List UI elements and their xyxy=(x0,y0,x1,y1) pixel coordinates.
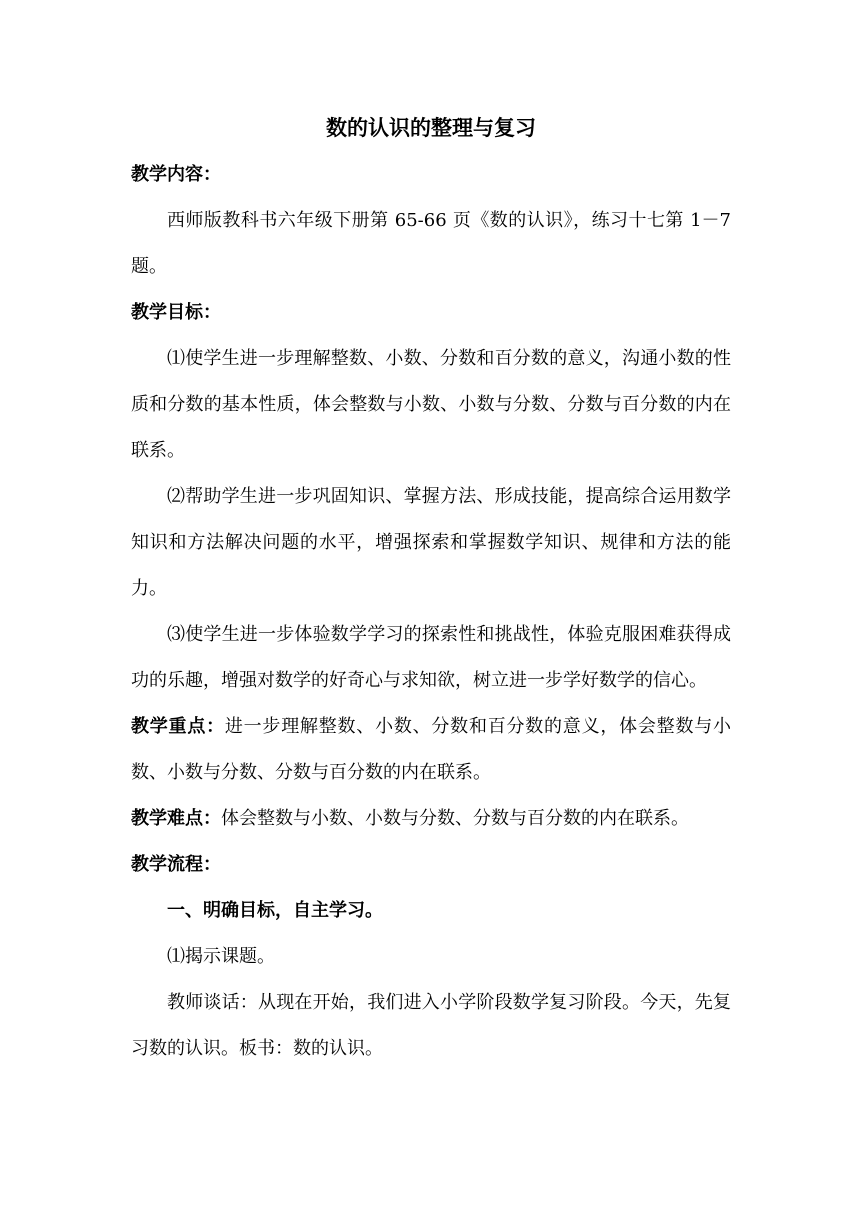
difficulty-paragraph xyxy=(131,796,731,842)
content-paragraph: 西师版教科书六年级下册第 65-66 页《数的认识》，练习十七第 1－7 题。 xyxy=(131,210,731,277)
content-heading: 教学内容： xyxy=(131,164,221,185)
teacher-talk-paragraph: 教师谈话：从现在开始，我们进入小学阶段数学复习阶段。今天，先复习数的认识。板书：数的认识。 xyxy=(131,992,731,1059)
goal-item-2: ⑵帮助学生进一步巩固知识、掌握方法、形成技能，提高综合运用数学知识和方法解决问题的水平，增强探索和掌握数学知识、规律和方法的能力。 xyxy=(131,486,731,599)
difficulty-label: 教学难点： xyxy=(131,808,221,829)
goal-item-1: ⑴使学生进一步理解整数、小数、分数和百分数的意义，沟通小数的性质和分数的基本性质，体会整数与小数、小数与分数、分数与百分数的内在联系。 xyxy=(131,348,731,461)
step-1: ⑴揭示课题。 xyxy=(167,946,275,967)
difficulty-text: 体会整数与小数、小数与分数、分数与百分数的内在联系。 xyxy=(221,808,689,829)
goal-item-3: ⑶使学生进一步体验数学学习的探索性和挑战性，体验克服困难获得成功的乐趣，增强对数学的好奇心与求知欲，树立进一步学好数学的信心。 xyxy=(131,624,731,691)
process-heading: 教学流程： xyxy=(131,854,221,875)
key-point-label: 教学重点： xyxy=(131,716,225,737)
key-point-text: 进一步理解整数、小数、分数和百分数的意义，体会整数与小数、小数与分数、分数与百分数的内在联系。 xyxy=(131,716,732,783)
goals-heading: 教学目标： xyxy=(131,302,221,323)
document-page xyxy=(131,108,731,1072)
section-1-heading: 一、明确目标，自主学习。 xyxy=(167,900,383,921)
document-title: 数的认识的整理与复习 xyxy=(326,115,536,140)
key-point-paragraph xyxy=(131,704,731,796)
